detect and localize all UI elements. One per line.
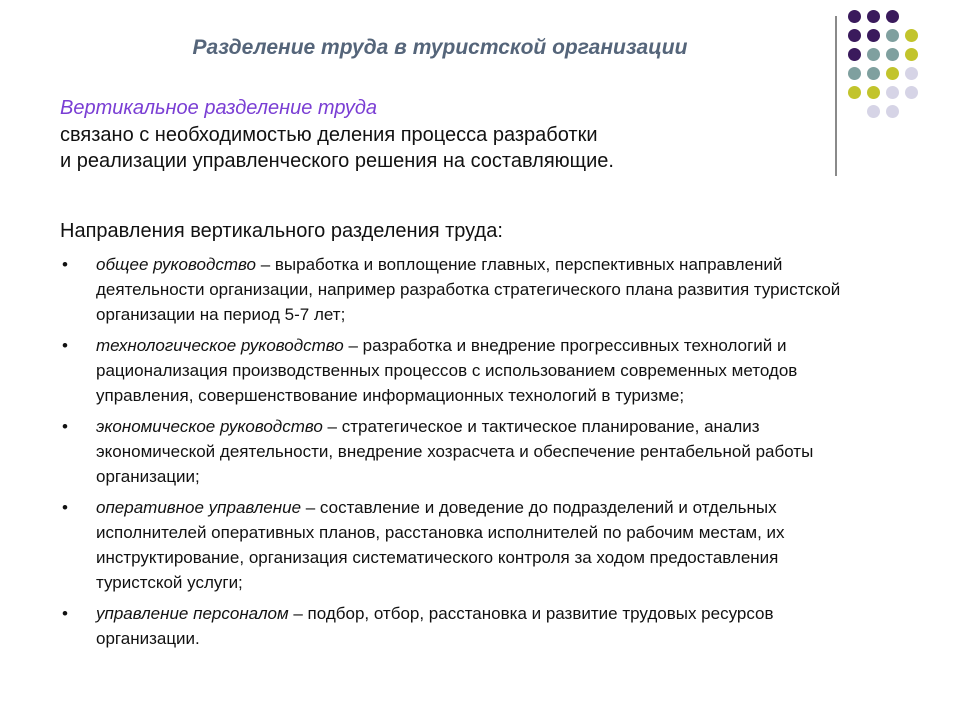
dot-olive xyxy=(867,86,880,99)
dot-purple xyxy=(848,10,861,23)
list-item xyxy=(60,601,860,651)
bullet-icon: • xyxy=(62,417,68,436)
bullet-term: управление персоналом xyxy=(96,604,289,623)
dot-lavender xyxy=(886,86,899,99)
dot-teal xyxy=(867,67,880,80)
dot-olive xyxy=(905,48,918,61)
dot-purple xyxy=(886,10,899,23)
list-item xyxy=(60,333,860,408)
dot-purple xyxy=(848,48,861,61)
bullet-term: экономическое руководство xyxy=(96,417,323,436)
list-item xyxy=(60,252,860,327)
bullet-icon: • xyxy=(62,255,68,274)
dot-olive xyxy=(886,67,899,80)
bullet-icon: • xyxy=(62,336,68,355)
dot-lavender xyxy=(886,105,899,118)
decorative-dot-grid xyxy=(848,10,948,170)
bullet-term: общее руководство xyxy=(96,255,256,274)
bullet-text: – составление и доведение до подразделений и отдельных исполнителей оперативных планов, расстановка исполнителей по рабочим местам, их инструктирование, организация систематического контроля за ходом предоставления туристской услуги; xyxy=(96,498,785,592)
bullet-text: – разработка и внедрение прогрессивных технологий и рационализация производственных процессов с использованием современных методов управления, совершенствование информационных технологий в туризме; xyxy=(96,336,798,405)
dot-teal xyxy=(886,29,899,42)
directions-heading: Направления вертикального разделения труда: xyxy=(60,220,503,242)
intro-line-1: связано с необходимостью деления процесса разработки xyxy=(60,124,598,146)
dot-purple xyxy=(848,29,861,42)
bullet-text: – стратегическое и тактическое планирование, анализ экономической деятельности, внедрение хозрасчета и обеспечение рентабельной работы организации; xyxy=(96,417,814,486)
intro-line-2: и реализации управленческого решения на составляющие. xyxy=(60,150,614,172)
vertical-divider xyxy=(835,16,837,176)
list-item xyxy=(60,495,860,595)
slide-title: Разделение труда в туристской организации xyxy=(192,36,688,59)
section-subtitle: Вертикальное разделение труда xyxy=(60,97,377,119)
intro-text xyxy=(60,122,760,174)
bullet-text: – подбор, отбор, расстановка и развитие трудовых ресурсов организации. xyxy=(96,604,774,648)
bullet-icon: • xyxy=(62,498,68,517)
dot-olive xyxy=(848,86,861,99)
dot-teal xyxy=(848,67,861,80)
dot-lavender xyxy=(905,86,918,99)
dot-purple xyxy=(867,29,880,42)
dot-lavender xyxy=(867,105,880,118)
dot-purple xyxy=(867,10,880,23)
dot-teal xyxy=(867,48,880,61)
dot-lavender xyxy=(905,67,918,80)
dot-teal xyxy=(886,48,899,61)
bullet-icon: • xyxy=(62,604,68,623)
list-item xyxy=(60,414,860,489)
bullet-text: – выработка и воплощение главных, перспективных направлений деятельности организации, например разработка стратегического плана развития туристской организации на период 5-7 лет; xyxy=(96,255,841,324)
bullet-term: технологическое руководство xyxy=(96,336,344,355)
bullet-term: оперативное управление xyxy=(96,498,302,517)
directions-list xyxy=(60,252,860,657)
dot-olive xyxy=(905,29,918,42)
